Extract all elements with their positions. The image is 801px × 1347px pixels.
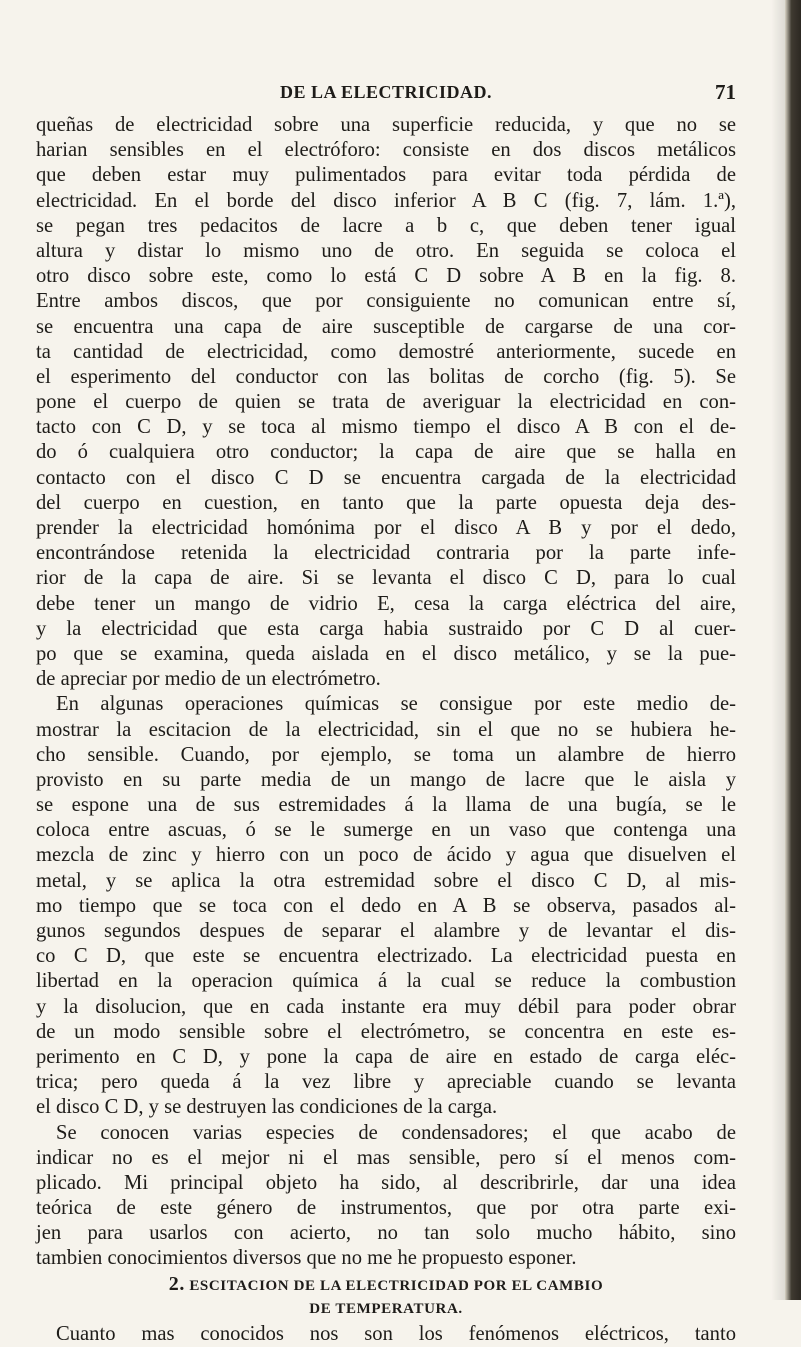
text-line: indicar no es el mejor ni el mas sensible, pero sí el menos com- <box>36 1146 736 1169</box>
text-line: el disco C D, y se destruyen las condiciones de la carga. <box>36 1096 498 1119</box>
page-number: 71 <box>715 80 736 104</box>
text-line: coloca entre ascuas, ó se le sumerge en un vaso que contenga una <box>36 819 736 842</box>
text-line: el esperimento del conductor con las bolitas de corcho (fig. 5). Se <box>36 365 736 388</box>
text-line: Cuanto mas conocidos nos son los fenómenos eléctricos, tanto <box>56 1323 736 1345</box>
text-line: mezcla de zinc y hierro con un poco de ácido y agua que disuelven el <box>36 844 736 867</box>
text-line: ta cantidad de electricidad, como demostré anteriormente, sucede en <box>36 340 736 363</box>
text-line: metal, y se aplica la otra estremidad sobre el disco C D, al mis- <box>36 869 736 892</box>
page-edge <box>785 0 801 1300</box>
text-line: tambien conocimientos diversos que no me he propuesto esponer. <box>36 1247 577 1270</box>
text-line: tacto con C D, y se toca al mismo tiempo el disco A B con el de- <box>36 416 736 439</box>
text-line: otro disco sobre este, como lo está C D sobre A B en la fig. 8. <box>36 265 736 288</box>
text-line: cho sensible. Cuando, por ejemplo, se toma un alambre de hierro <box>36 743 736 766</box>
text-line: Entre ambos discos, que por consiguiente no comunican entre sí, <box>36 290 736 313</box>
text-line: altura y distar lo mismo uno de otro. En seguida se coloca el <box>36 239 736 262</box>
text-line: teórica de este género de instrumentos, que por otra parte exi- <box>36 1197 736 1220</box>
text-line: do ó cualquiera otro conductor; la capa de aire que se halla en <box>36 441 736 464</box>
section-title-line-2: DE TEMPERATURA. <box>309 1300 463 1317</box>
paragraph-1 <box>36 113 736 692</box>
text-line: trica; pero queda á la vez libre y apreciable cuando se levanta <box>36 1071 736 1094</box>
text-line: mo tiempo que se toca con el dedo en A B se observa, pasados al- <box>36 894 736 917</box>
text-line: de apreciar por medio de un electrómetro. <box>36 668 381 691</box>
text-line: electricidad. En el borde del disco inferior A B C (fig. 7, lám. 1.ª), <box>36 189 736 212</box>
section-number: 2. <box>168 1272 185 1295</box>
text-line: Se conocen varias especies de condensadores; el que acabo de <box>56 1121 736 1144</box>
section-heading-continued <box>36 1297 736 1322</box>
section-title-line-1: ESCITACION DE LA ELECTRICIDAD POR EL CAMBIO <box>189 1277 604 1294</box>
text-line: harian sensibles en el electróforo: consiste en dos discos metálicos <box>36 139 736 162</box>
text-line: mostrar la escitacion de la electricidad, sin el que no se hubiera he- <box>36 718 736 741</box>
text-line: y la disolucion, que en cada instante era muy débil para poder obrar <box>36 995 736 1018</box>
text-line: En algunas operaciones químicas se consigue por este medio de- <box>56 693 736 716</box>
text-line: debe tener un mango de vidrio E, cesa la carga eléctrica del aire, <box>36 592 736 615</box>
text-line: se encuentra una capa de aire susceptible de cargarse de una cor- <box>36 315 736 338</box>
text-line: pone el cuerpo de quien se trata de averiguar la electricidad en con- <box>36 391 736 414</box>
text-line: del cuerpo en cuestion, en tanto que la parte opuesta deja des- <box>36 491 736 514</box>
body-text <box>36 113 736 1347</box>
text-line: gunos segundos despues de separar el alambre y de levantar el dis- <box>36 920 736 942</box>
running-head: DE LA ELECTRICIDAD. <box>279 82 493 102</box>
section-heading <box>36 1272 736 1297</box>
text-line: contacto con el disco C D se encuentra cargada de la electricidad <box>36 466 736 489</box>
text-line: que deben estar muy pulimentados para evitar toda pérdida de <box>36 164 736 187</box>
text-line: provisto en su parte media de un mango de lacre que le aisla y <box>36 768 736 791</box>
text-line: queñas de electricidad sobre una superficie reducida, y que no se <box>36 114 736 136</box>
page-header <box>36 82 736 110</box>
text-line: co C D, que este se encuentra electrizado. La electricidad puesta en <box>36 945 736 968</box>
text-line: prender la electricidad homónima por el disco A B y por el dedo, <box>36 517 736 539</box>
text-line: plicado. Mi principal objeto ha sido, al describrirle, dar una idea <box>36 1171 736 1194</box>
text-line: po que se examina, queda aislada en el disco metálico, y se la pue- <box>36 642 736 665</box>
paragraph-2 <box>36 692 736 1120</box>
text-line: jen para usarlos con acierto, no tan solo mucho hábito, sino <box>36 1222 736 1245</box>
text-line: libertad en la operacion química á la cual se reduce la combustion <box>36 970 736 993</box>
text-line: de un modo sensible sobre el electrómetro, se concentra en este es- <box>36 1020 736 1043</box>
paragraph-4 <box>36 1322 736 1347</box>
text-line: se espone una de sus estremidades á la llama de una bugía, se le <box>36 794 736 817</box>
text-line: rior de la capa de aire. Si se levanta el disco C D, para lo cual <box>36 567 736 590</box>
paragraph-3 <box>36 1121 736 1272</box>
text-line: encontrándose retenida la electricidad contraria por la parte infe- <box>36 542 736 565</box>
text-line: se pegan tres pedacitos de lacre a b c, que deben tener igual <box>36 214 736 237</box>
page-edge-shadow <box>771 0 785 1300</box>
text-line: y la electricidad que esta carga habia sustraido por C D al cuer- <box>36 617 736 640</box>
text-line: perimento en C D, y pone la capa de aire en estado de carga eléc- <box>36 1045 736 1068</box>
